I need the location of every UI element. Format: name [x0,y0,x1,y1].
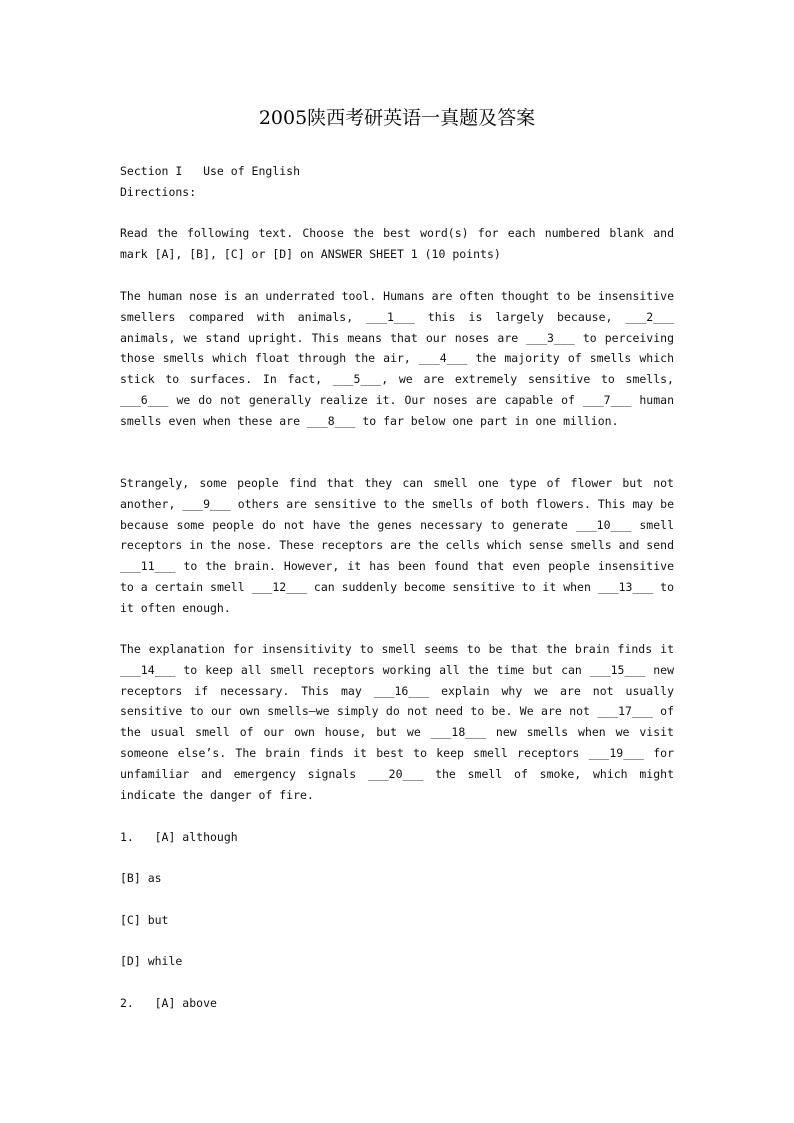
passage-paragraph-2: Strangely, some people find that they can smell one type of flower but not another, ___9___ others are sensitive to the smells of both flowers. This may be because some people do not have the genes necessary to generate ___10___ smell receptors in the nose. These receptors are the cells which sense smells and send ___11___ to the brain. However, it has been found that even people insensitive to a certain smell ___12___ can suddenly become sensitive to it when ___13___ to it often enough. [120,476,674,615]
option-2a: 2. [A] above [120,996,217,1010]
option-1c: [C] but [120,913,169,927]
instruction-text: Read the following text. Choose the best word(s) for each numbered blank and mark [A], [B], [C] or [D] on ANSWER SHEET 1 (10 points) [120,226,674,261]
option-1b: [B] as [120,871,162,885]
directions-label: Directions: [120,185,197,199]
passage-paragraph-3: The explanation for insensitivity to smell seems to be that the brain finds it ___14___ to keep all smell receptors working all the time but can ___15___ new receptors if necessary. This may ___16___ explain why we are not usually sensitive to our own smells—we simply do not need to be. We are not ___17___ of the usual smell of our own house, but we ___18___ new smells when we visit someone else’s. The brain finds it best to keep smell receptors ___19___ for unfamiliar and emergency signals ___20___ the smell of smoke, which might indicate the danger of fire. [120,642,674,802]
option-1a: 1. [A] although [120,830,238,844]
section-heading: Section I Use of English [120,164,301,178]
document-title: 2005陕西考研英语一真题及答案 [258,107,536,129]
option-1d: [D] while [120,954,183,968]
passage-paragraph-1: The human nose is an underrated tool. Humans are often thought to be insensitive smellers compared with animals, ___1___ this is largely because, ___2___ animals, we stand upright. This means that our noses are ___3___ to perceiving those smells which float through the air, ___4___ the majority of smells which stick to surfaces. In fact, ___5___, we are extremely sensitive to smells, ___6___ we do not generally realize it. Our noses are capable of ___7___ human smells even when these are ___8___ to far below one part in one million. [120,289,674,428]
